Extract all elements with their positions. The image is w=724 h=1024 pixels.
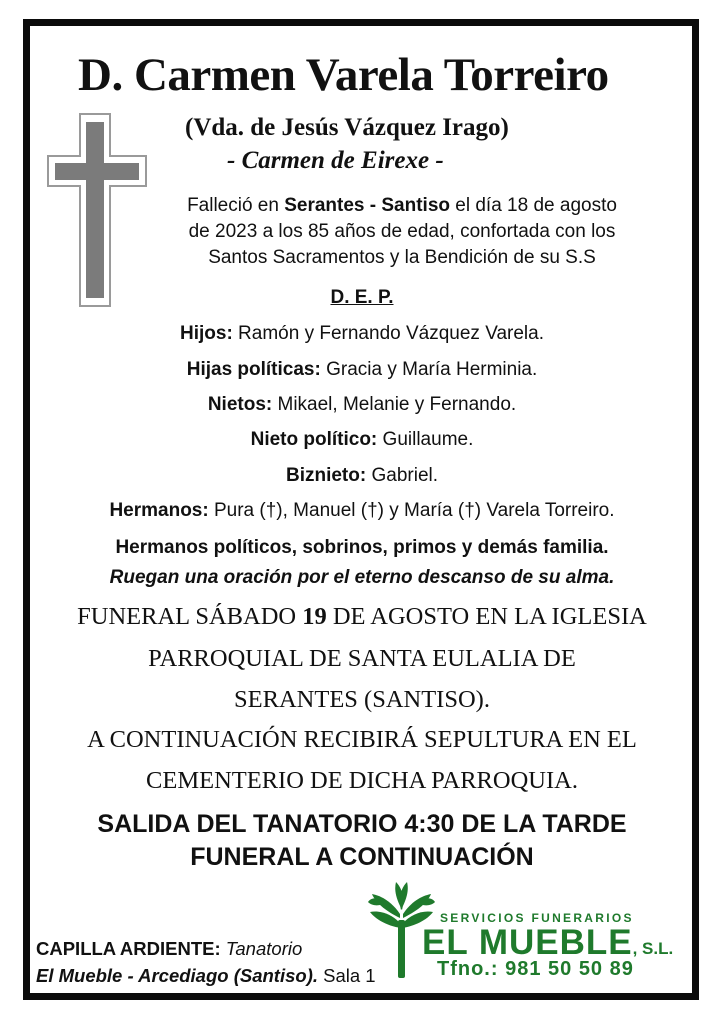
nickname: - Carmen de Eirexe - [227, 147, 444, 174]
death-notice-line-1: Falleció en Serantes - Santiso el día 18 de agosto [187, 195, 617, 216]
funeral-line-4: A CONTINUACIÓN RECIBIRÁ SEPULTURA EN EL [87, 726, 637, 753]
departure-time: SALIDA DEL TANATORIO 4:30 DE LA TARDE [97, 810, 627, 838]
widow-of: (Vda. de Jesús Vázquez Irago) [185, 114, 509, 141]
logo-company: EL MUEBLE, S.L. [422, 923, 674, 962]
family-great-grandson: Biznieto: Gabriel. [285, 465, 439, 486]
cross-icon [44, 110, 150, 312]
funeral-line-1: FUNERAL SÁBADO 19 DE AGOSTO EN LA IGLESIA [77, 603, 647, 630]
chapel-label: CAPILLA ARDIENTE: [36, 938, 221, 959]
death-notice [152, 193, 652, 271]
logo-phone[interactable]: Tfno.: 981 50 50 89 [437, 958, 634, 980]
deceased-name: D. Carmen Varela Torreiro [78, 49, 609, 101]
family-siblings: Hermanos: Pura (†), Manuel (†) y María (†) Varela Torreiro. [109, 500, 615, 521]
death-notice-line-2: de 2023 a los 85 años de edad, confortada con los [188, 221, 616, 242]
chapel-place: El Mueble - Arcediago (Santiso). [36, 965, 318, 986]
funeral-line-3: SERANTES (SANTISO). [234, 686, 490, 713]
family-grandson-in-law: Nieto político: Guillaume. [250, 429, 474, 450]
family-grandchildren: Nietos: Mikael, Melanie y Fernando. [207, 394, 517, 415]
family-children: Hijos: Ramón y Fernando Vázquez Varela. [180, 323, 544, 344]
funeral-line-5: CEMENTERIO DE DICHA PARROQUIA. [146, 767, 578, 794]
prayer-request: Ruegan una oración por el eterno descanso de su alma. [109, 567, 615, 588]
dep-heading: D. E. P. [330, 287, 394, 308]
funeral-line-2: PARROQUIAL DE SANTA EULALIA DE [148, 645, 576, 672]
departure-funeral: FUNERAL A CONTINUACIÓN [190, 843, 534, 871]
chapel-info: CAPILLA ARDIENTE: Tanatorio El Mueble - Arcediago (Santiso). Sala 1 [36, 938, 376, 986]
family-extended: Hermanos políticos, sobrinos, primos y demás familia. [115, 537, 609, 558]
logo-services: SERVICIOS FUNERARIOS [440, 911, 634, 925]
family-daughters-in-law: Hijas políticas: Gracia y María Herminia. [186, 359, 538, 380]
death-notice-line-3: Santos Sacramentos y la Bendición de su S.S [208, 247, 596, 268]
